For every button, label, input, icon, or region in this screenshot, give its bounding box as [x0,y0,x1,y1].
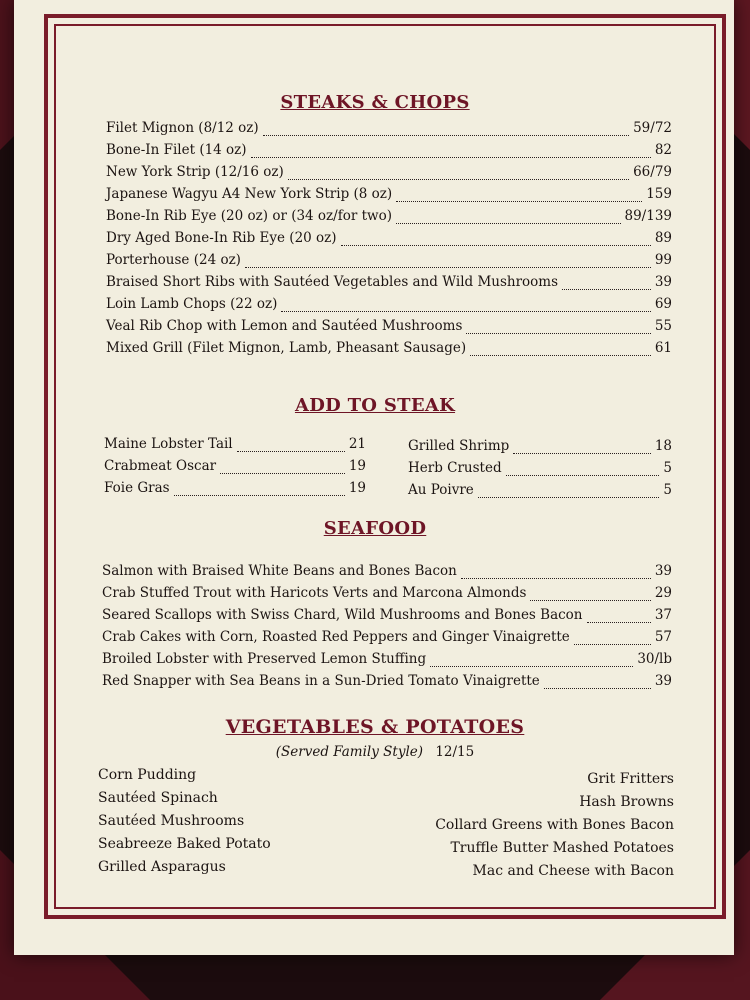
side-item: Hash Browns [579,794,674,810]
side-item: Mac and Cheese with Bacon [472,863,674,879]
leader-dots [288,168,629,180]
leader-dots [478,486,660,498]
leader-dots [587,611,651,623]
item-name: Seared Scallops with Swiss Chard, Wild Mushrooms and Bones Bacon [102,607,583,623]
menu-item [408,460,672,476]
leader-dots [341,234,651,246]
menu-item [104,480,366,496]
item-price: 61 [654,340,672,356]
side-item: Corn Pudding [98,767,197,783]
steaks-heading: STEAKS & CHOPS [280,92,470,113]
menu-item [104,436,366,452]
item-name: Porterhouse (24 oz) [106,252,241,268]
menu-item [106,252,672,268]
item-price: 30/lb [637,651,672,667]
serving-note [0,744,750,760]
leader-dots [574,633,651,645]
item-name: Bone-In Rib Eye (20 oz) or (34 oz/for two) [106,208,392,224]
item-price: 5 [663,460,672,476]
item-name: Au Poivre [408,482,474,498]
item-price: 39 [654,673,672,689]
leader-dots [470,344,651,356]
item-name: Mixed Grill (Filet Mignon, Lamb, Pheasant Sausage) [106,340,467,356]
item-price: 39 [654,274,672,290]
item-name: Maine Lobster Tail [104,436,233,452]
side-item: Grit Fritters [587,771,674,787]
menu-item [408,438,672,454]
menu-item [106,340,672,356]
leader-dots [245,256,651,268]
leader-dots [544,677,651,689]
item-name: Bone-In Filet (14 oz) [106,142,247,158]
leader-dots [237,440,345,452]
leader-dots [220,462,345,474]
item-price: 59/72 [633,120,672,136]
leader-dots [396,190,642,202]
leader-dots [251,146,651,158]
item-name: Herb Crusted [408,460,502,476]
menu-item [102,563,672,579]
leader-dots [562,278,651,290]
side-item: Grilled Asparagus [98,859,226,875]
vegetables-heading: VEGETABLES & POTATOES [225,716,525,738]
item-price: 37 [654,607,672,623]
side-item: Seabreeze Baked Potato [98,836,271,852]
item-price: 29 [654,585,672,601]
menu-item [106,186,672,202]
side-item: Sautéed Mushrooms [98,813,245,829]
item-price: 57 [654,629,672,645]
menu-item [106,208,672,224]
item-name: Red Snapper with Sea Beans in a Sun-Dried Tomato Vinaigrette [102,673,540,689]
item-name: New York Strip (12/16 oz) [106,164,284,180]
item-price: 5 [663,482,672,498]
menu-item [408,482,672,498]
side-item: Collard Greens with Bones Bacon [435,817,674,833]
menu-item [106,230,672,246]
item-price: 69 [654,296,672,312]
add-to-steak-heading: ADD TO STEAK [294,395,456,416]
leader-dots [506,464,660,476]
item-name: Broiled Lobster with Preserved Lemon Stuffing [102,651,427,667]
leader-dots [174,484,345,496]
item-price: 55 [654,318,672,334]
item-name: Crab Cakes with Corn, Roasted Red Peppers and Ginger Vinaigrette [102,629,570,645]
item-name: Grilled Shrimp [408,438,510,454]
item-price: 21 [348,436,366,452]
item-price: 39 [654,563,672,579]
family-style-note: (Served Family Style) [275,744,424,760]
item-price: 19 [348,480,366,496]
leader-dots [461,567,651,579]
leader-dots [430,655,633,667]
item-price: 82 [654,142,672,158]
menu-item [106,164,672,180]
seafood-heading: SEAFOOD [323,518,427,539]
menu-item [102,607,672,623]
item-name: Dry Aged Bone-In Rib Eye (20 oz) [106,230,337,246]
item-name: Veal Rib Chop with Lemon and Sautéed Mushrooms [106,318,463,334]
item-price: 159 [646,186,672,202]
menu-item [106,120,672,136]
menu-item [106,296,672,312]
item-name: Japanese Wagyu A4 New York Strip (8 oz) [106,186,393,202]
menu-item [106,318,672,334]
item-name: Salmon with Braised White Beans and Bones Bacon [102,563,457,579]
menu-item [102,629,672,645]
item-price: 89/139 [624,208,672,224]
item-name: Crab Stuffed Trout with Haricots Verts and Marcona Almonds [102,585,527,601]
leader-dots [466,322,650,334]
menu-item [106,274,672,290]
item-name: Filet Mignon (8/12 oz) [106,120,259,136]
item-name: Loin Lamb Chops (22 oz) [106,296,278,312]
item-price: 19 [348,458,366,474]
item-name: Foie Gras [104,480,170,496]
side-item: Truffle Butter Mashed Potatoes [450,840,674,856]
menu-item [102,585,672,601]
menu-item [102,651,672,667]
vegetables-price: 12/15 [435,744,475,760]
leader-dots [281,300,650,312]
item-price: 99 [654,252,672,268]
item-price: 66/79 [633,164,672,180]
leader-dots [530,589,650,601]
menu-item [106,142,672,158]
menu-item [102,673,672,689]
menu-item [104,458,366,474]
item-price: 89 [654,230,672,246]
leader-dots [396,212,621,224]
leader-dots [263,124,629,136]
side-item: Sautéed Spinach [98,790,218,806]
item-name: Braised Short Ribs with Sautéed Vegetables and Wild Mushrooms [106,274,559,290]
item-name: Crabmeat Oscar [104,458,217,474]
leader-dots [513,442,651,454]
item-price: 18 [654,438,672,454]
